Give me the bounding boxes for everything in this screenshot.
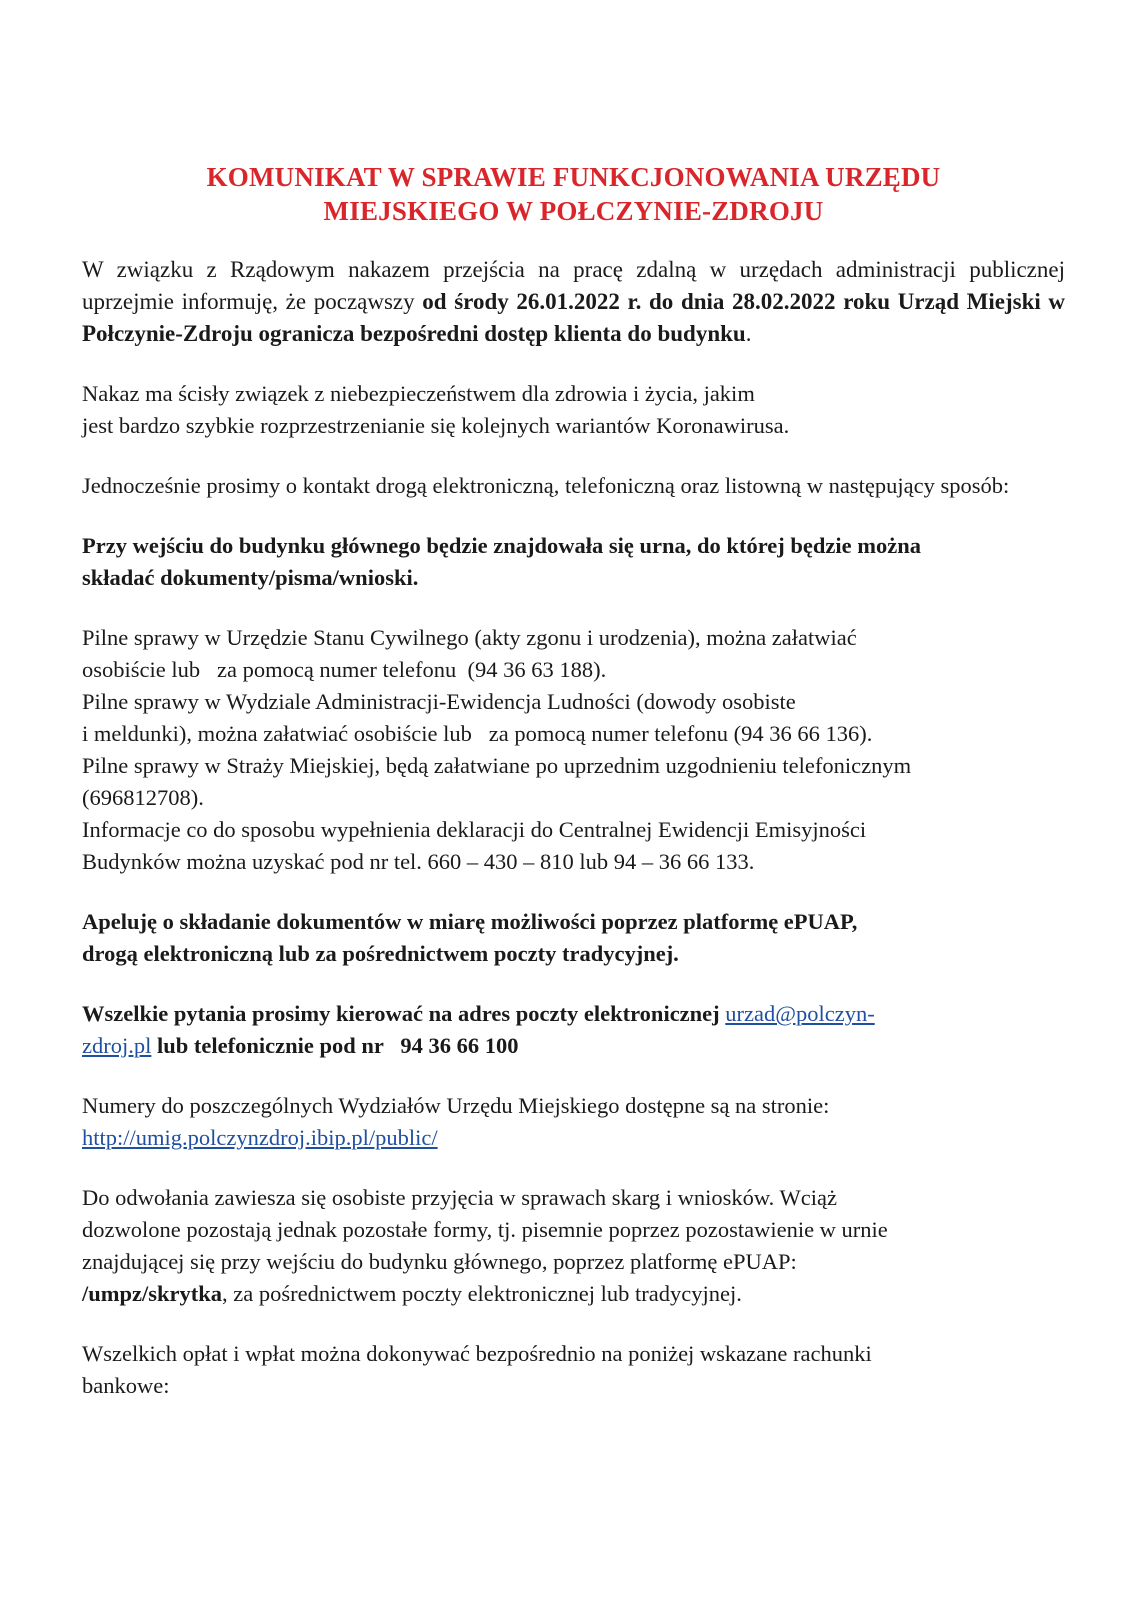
skrytka-bold: /umpz/skrytka bbox=[82, 1281, 223, 1306]
suspension-line-2: dozwolone pozostają jednak pozostałe formy, tj. pisemnie poprzez pozostawienie w urnie bbox=[82, 1217, 888, 1242]
paragraph-urn bbox=[82, 530, 1065, 594]
page-title bbox=[82, 160, 1065, 228]
paragraph-suspension bbox=[82, 1182, 1065, 1310]
appeal-line-2: drogą elektroniczną lub za pośrednictwem poczty tradycyjnej. bbox=[82, 941, 679, 966]
paragraph-questions bbox=[82, 998, 1065, 1062]
paragraph-urgent-matters bbox=[82, 622, 1065, 878]
notice-end: . bbox=[745, 321, 752, 346]
urn-line-2: składać dokumenty/pisma/wnioski. bbox=[82, 565, 419, 590]
questions-text: Wszelkie pytania prosimy kierować na adres poczty elektronicznej bbox=[82, 1001, 726, 1026]
title-line-1: KOMUNIKAT W SPRAWIE FUNKCJONOWANIA URZĘDU bbox=[206, 162, 941, 192]
suspension-line-3: znajdującej się przy wejściu do budynku głównego, poprzez platformę ePUAP: bbox=[82, 1249, 797, 1274]
appeal-line-1: Apeluję o składanie dokumentów w miarę możliwości poprzez platformę ePUAP, bbox=[82, 909, 858, 934]
paragraph-epuap-appeal bbox=[82, 906, 1065, 970]
urgent-line-3: Pilne sprawy w Wydziale Administracji-Ewidencja Ludności (dowody osobiste bbox=[82, 689, 796, 714]
paragraph-reason bbox=[82, 378, 1065, 442]
email-part-2: zdroj.pl bbox=[82, 1033, 152, 1058]
paragraph-remote-work-notice bbox=[82, 254, 1065, 350]
suspension-line-1: Do odwołania zawiesza się osobiste przyjęcia w sprawach skarg i wniosków. Wciąż bbox=[82, 1185, 837, 1210]
urgent-line-4: i meldunki), można załatwiać osobiście lub za pomocą numer telefonu (94 36 66 136). bbox=[82, 721, 873, 746]
payments-line-1: Wszelkich opłat i wpłat można dokonywać bezpośrednio na poniżej wskazane rachunki bbox=[82, 1341, 872, 1366]
reason-line-2: jest bardzo szybkie rozprzestrzenianie się kolejnych wariantów Koronawirusa. bbox=[82, 413, 790, 438]
bip-url-link[interactable]: http://umig.polczynzdroj.ibip.pl/public/ bbox=[82, 1125, 438, 1150]
paragraph-payments bbox=[82, 1338, 1065, 1402]
payments-line-2: bankowe: bbox=[82, 1373, 170, 1398]
paragraph-department-numbers bbox=[82, 1090, 1065, 1154]
title-line-2: MIEJSKIEGO W POŁCZYNIE-ZDROJU bbox=[323, 196, 824, 226]
departments-line-1: Numery do poszczególnych Wydziałów Urzędu Miejskiego dostępne są na stronie: bbox=[82, 1093, 830, 1118]
urgent-line-7: Informacje co do sposobu wypełnienia deklaracji do Centralnej Ewidencji Emisyjności bbox=[82, 817, 867, 842]
paragraph-contact-request bbox=[82, 470, 1065, 502]
suspension-line-4-rest: , za pośrednictwem poczty elektronicznej lub tradycyjnej. bbox=[222, 1281, 742, 1306]
urgent-line-6: (696812708). bbox=[82, 785, 204, 810]
suspension-line-4 bbox=[82, 1278, 1065, 1310]
urgent-line-5: Pilne sprawy w Straży Miejskiej, będą załatwiane po uprzednim uzgodnieniu telefonicznym bbox=[82, 753, 912, 778]
reason-line-1: Nakaz ma ścisły związek z niebezpieczeństwem dla zdrowia i życia, jakim bbox=[82, 381, 755, 406]
notice-text: W związku z Rządowym nakazem przejścia na pracę zdalną w urzędach administracji publicznej uprzejmie informuję, że począwszy bbox=[82, 257, 1065, 314]
urn-line-1: Przy wejściu do budynku głównego będzie znajdowała się urna, do której będzie można bbox=[82, 533, 921, 558]
contact-request-text: Jednocześnie prosimy o kontakt drogą elektroniczną, telefoniczną oraz listowną w następujący sposób: bbox=[82, 473, 1010, 498]
urgent-line-1: Pilne sprawy w Urzędzie Stanu Cywilnego (akty zgonu i urodzenia), można załatwiać bbox=[82, 625, 857, 650]
urgent-line-8: Budynków można uzyskać pod nr tel. 660 – 430 – 810 lub 94 – 36 66 133. bbox=[82, 849, 755, 874]
email-part-1: urzad@polczyn- bbox=[725, 1001, 875, 1026]
notice-dates-bold: od środy 26.01.2022 r. do dnia 28.02.2022 roku Urząd Miejski w Połczynie-Zdroju ogranicza bezpośredni dostęp klienta do budynku bbox=[82, 289, 1066, 346]
questions-phone: lub telefonicznie pod nr 94 36 66 100 bbox=[151, 1033, 519, 1058]
urgent-line-2: osobiście lub za pomocą numer telefonu (94 36 63 188). bbox=[82, 657, 607, 682]
